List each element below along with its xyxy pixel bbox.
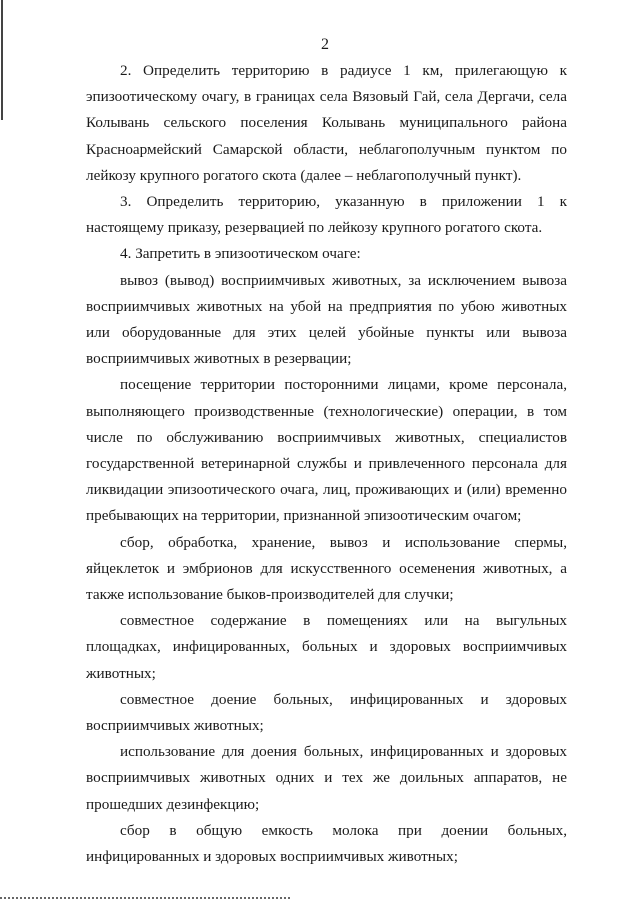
- prohibition-removal: вывоз (вывод) восприимчивых животных, за исключением вывоза восприимчивых животных на убой на предприятия по убою животных или оборудованные для этих целей убойные пункты или вывоза восприимчивых животных в резервации;: [86, 271, 567, 368]
- paragraph-item-4: 4. Запретить в эпизоотическом очаге:: [120, 245, 361, 263]
- prohibition-visits: посещение территории посторонними лицами, кроме персонала, выполняющего производственные (технологические) операции, в том числе по обслуживанию восприимчивых животных, специалистов государственной ветеринарной службы и привлеченного персонала для ликвидации эпизоотического очага, лиц, проживающих и (или) временно пребывающих на территории, признанной эпизоотическим очагом;: [86, 376, 567, 525]
- prohibition-joint-milking: совместное доение больных, инфицированных и здоровых восприимчивых животных;: [86, 690, 567, 735]
- prohibition-semen: сбор, обработка, хранение, вывоз и использование спермы, яйцеклеток и эмбрионов для искусственного осеменения животных, а также использование быков-производителей для случки;: [86, 533, 567, 604]
- document-body: [86, 58, 567, 870]
- scan-edge-line: [1, 0, 3, 120]
- paragraph-item-2: 2. Определить территорию в радиусе 1 км, прилегающую к эпизоотическому очагу, в границах села Вязовый Гай, села Дергачи, села Колывань сельского поселения Колывань муниципального района Красноармейский Самарской области, неблагополучным пунктом по лейкозу крупного рогатого скота (далее – неблагополучный пункт).: [86, 62, 567, 184]
- page-number: 2: [321, 36, 329, 53]
- paragraph-item-3: 3. Определить территорию, указанную в приложении 1 к настоящему приказу, резервацией по лейкозу крупного рогатого скота.: [86, 193, 567, 237]
- prohibition-milk-collection: сбор в общую емкость молока при доении больных, инфицированных и здоровых восприимчивых животных;: [86, 821, 567, 866]
- prohibition-joint-keeping: совместное содержание в помещениях или на выгульных площадках, инфицированных, больных и здоровых восприимчивых животных;: [86, 612, 567, 682]
- scan-bottom-mark: [0, 897, 290, 901]
- prohibition-milking-equipment: использование для доения больных, инфицированных и здоровых восприимчивых животных одних и тех же доильных аппаратов, не прошедших дезинфекцию;: [86, 743, 567, 813]
